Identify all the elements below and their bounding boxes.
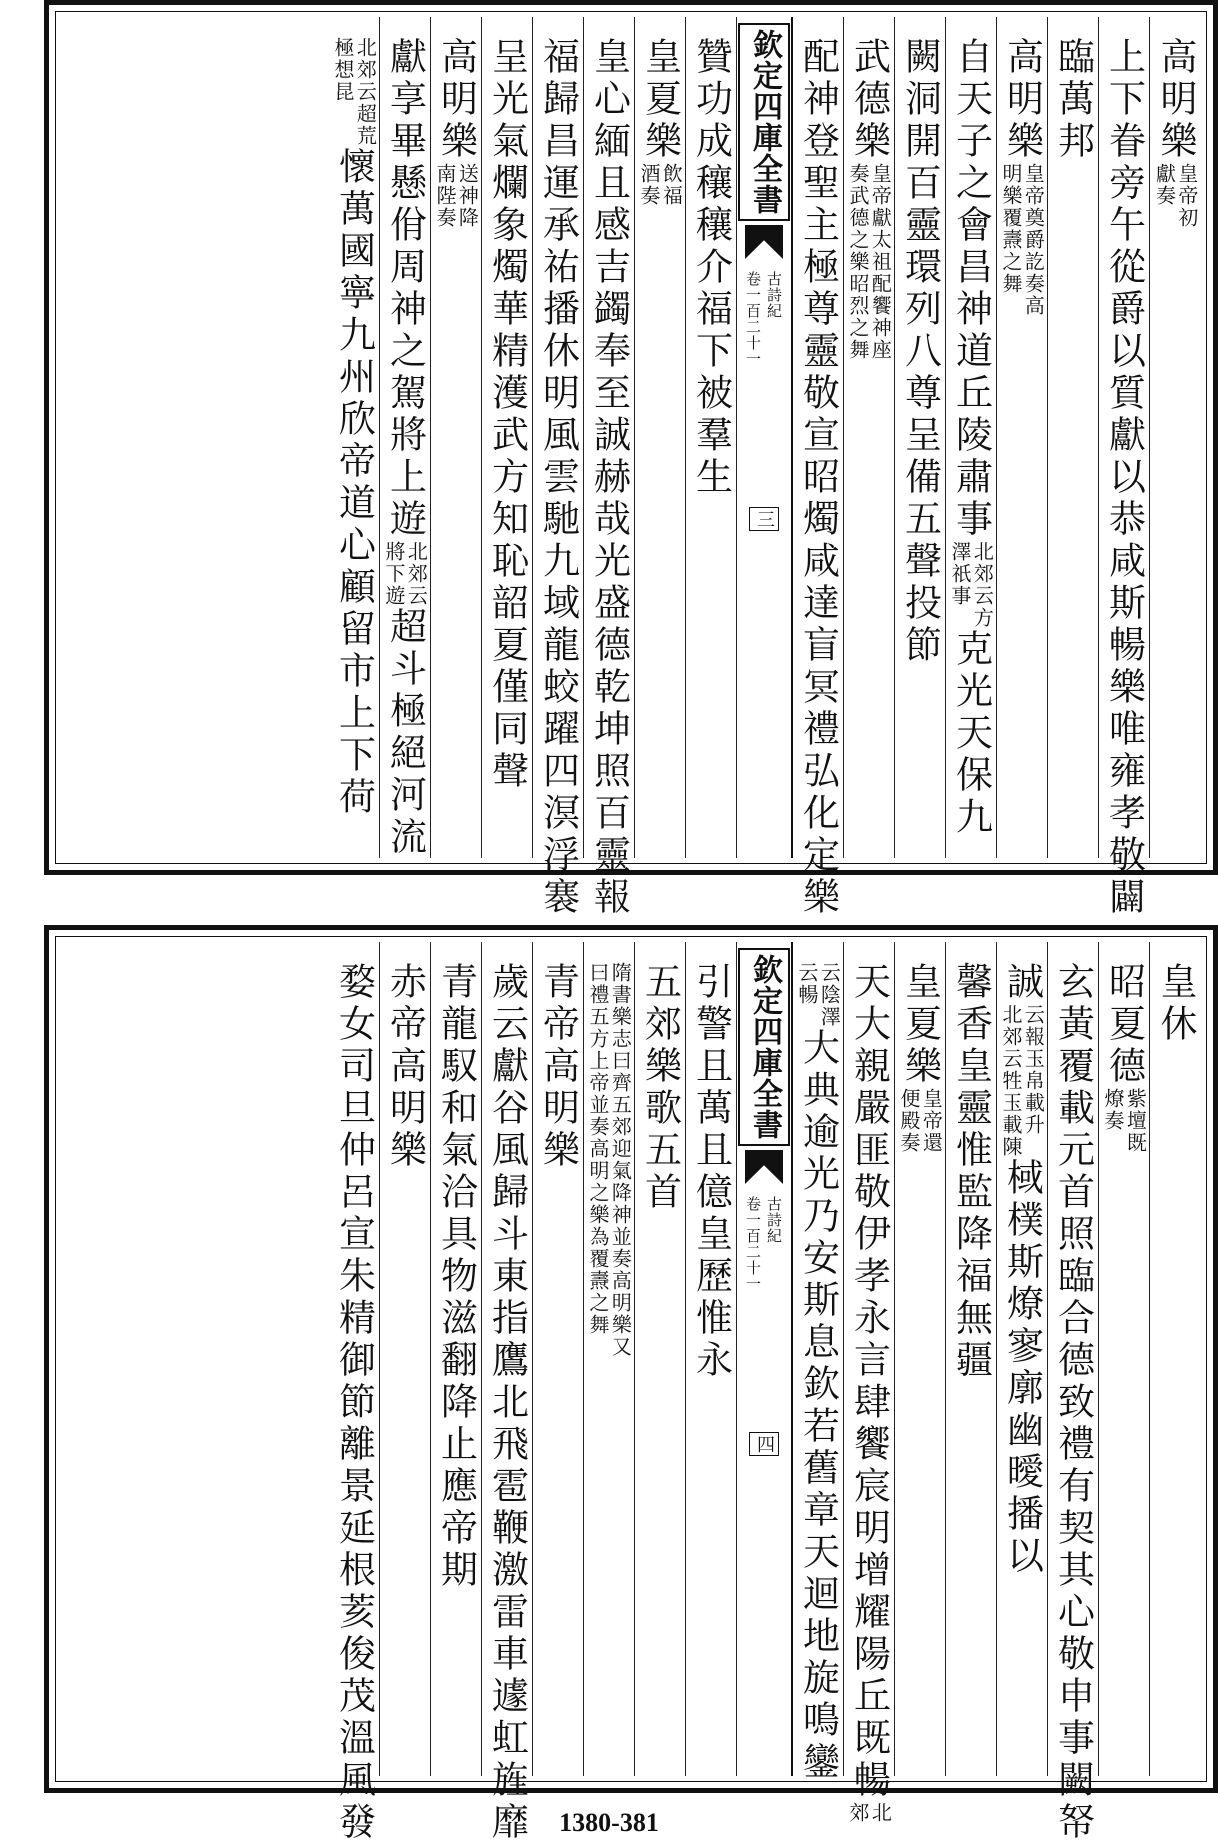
main-text: 皇夏樂 <box>638 37 682 163</box>
annotation-block <box>847 163 892 361</box>
spine-meta-text: 古詩紀 <box>765 1196 783 1244</box>
text-column <box>946 942 997 1776</box>
text-column <box>584 17 635 919</box>
main-text: 配神登聖主極尊靈敬宣昭燭咸達盲冥禮弘化定樂 <box>796 37 840 919</box>
main-text: 大典逾光乃安斯息欽若舊章天迴地旋鳴鑾 <box>796 1028 840 1784</box>
book-spine-column <box>737 17 793 858</box>
main-text: 天大親嚴匪敬伊孝永言肆饗宸明增耀陽丘既暢 <box>847 962 891 1802</box>
text-column <box>895 17 946 858</box>
text-column <box>844 17 895 858</box>
main-text: 皇休 <box>1154 962 1197 1046</box>
main-text: 超斗極絕河流 <box>383 607 427 859</box>
main-text: 青龍馭和氣洽具物滋翻降止應帝期 <box>434 962 478 1592</box>
annotation-text: 北郊云超荒 <box>353 37 378 147</box>
text-column <box>1099 17 1150 919</box>
text-column <box>635 17 686 858</box>
folio-number: 三 <box>749 507 779 531</box>
text-column <box>1048 942 1099 1844</box>
annotation-text: 北郊云 <box>404 541 429 607</box>
annotation-text: 隋書樂志曰齊五郊迎氣降神並奏高明樂又 <box>608 962 633 1358</box>
text-column <box>1150 17 1201 858</box>
main-text: 赤帝高明樂 <box>383 962 427 1172</box>
main-text: 高明樂 <box>434 37 478 163</box>
spine-meta-block <box>743 259 785 367</box>
main-text: 懷萬國寧九州欣帝道心顧留市上下荷 <box>332 147 376 819</box>
text-column <box>380 17 431 858</box>
text-column <box>895 942 946 1776</box>
spine-meta-text: 古詩紀 <box>765 271 783 319</box>
annotation-text: 皇帝初 <box>1174 163 1199 229</box>
main-text: 呈光氣爛象燭華精濩武方知恥韶夏僅同聲 <box>485 37 529 793</box>
annotation-block <box>638 163 683 207</box>
text-column <box>533 17 584 919</box>
annotation-text: 云報玉帛載升 <box>1021 1004 1046 1136</box>
text-column <box>584 942 635 1776</box>
text-column <box>380 942 431 1776</box>
annotation-text: 郊 <box>846 1802 870 1824</box>
annotation-text: 皇帝還 <box>919 1088 944 1154</box>
annotation-text: 皇帝奠爵訖奏高 <box>1021 163 1046 317</box>
text-column <box>793 17 844 919</box>
annotation-text: 北郊云方 <box>970 541 995 629</box>
annotation-text: 極想昆 <box>331 37 355 103</box>
main-text: 五郊樂歌五首 <box>638 962 682 1214</box>
main-text: 闕洞開百靈環列八尊呈備五聲投節 <box>898 37 942 667</box>
annotation-text: 北 <box>868 1802 893 1824</box>
text-column <box>793 942 844 1784</box>
page-upper <box>44 0 1218 919</box>
main-text: 高明樂 <box>1000 37 1044 163</box>
annotation-text: 獻奏 <box>1152 163 1177 207</box>
text-column <box>946 17 997 858</box>
main-text: 皇心緬且感吉蠲奉至誠赫哉光盛德乾坤照百靈報 <box>587 37 631 919</box>
book-title: 欽定四庫全書 <box>738 948 790 1146</box>
main-text: 福歸昌運承祐播休明風雲馳九域龍蛟躍四溟浮褰 <box>536 37 580 919</box>
main-text: 玄黃覆載元首照臨合德致禮有契其心敬申事闕帑 <box>1051 962 1095 1844</box>
annotation-block <box>949 541 994 629</box>
annotation-text: 曰禮五方上帝並奏高明之樂為覆燾之舞 <box>586 962 610 1336</box>
annotation-text: 酒奏 <box>637 163 661 207</box>
main-text: 獻享畢懸佾周神之駕將上遊 <box>383 37 427 541</box>
text-column <box>686 17 737 858</box>
main-text: 贊功成穰穰介福下被羣生 <box>689 37 733 499</box>
main-text: 引警且萬且億皇歷惟永 <box>689 962 733 1382</box>
annotation-block <box>587 962 632 1358</box>
book-title: 欽定四庫全書 <box>738 23 790 221</box>
main-text: 自天子之會昌神道丘陵肅事 <box>949 37 993 541</box>
main-text: 馨香皇靈惟監降福無疆 <box>949 962 993 1382</box>
annotation-block <box>1102 1088 1147 1154</box>
text-column <box>329 942 380 1844</box>
text-column <box>997 942 1048 1776</box>
annotation-text: 明樂覆燾之舞 <box>999 163 1023 295</box>
book-spine-column <box>737 942 793 1776</box>
fishtail-mark <box>745 225 783 259</box>
text-column <box>686 942 737 1776</box>
text-column <box>431 942 482 1776</box>
spine-meta-text: 卷一百二十一 <box>744 271 762 367</box>
text-column <box>1150 942 1201 1776</box>
fishtail-mark <box>745 1150 783 1184</box>
annotation-text: 云陰澤 <box>817 962 842 1028</box>
main-text: 棫樸斯燎寥廓幽曖播以 <box>1000 1158 1044 1578</box>
annotation-block <box>898 1088 943 1154</box>
main-text: 婺女司旦仲呂宣朱精御節離景延根荄俊茂溫風發 <box>332 962 376 1844</box>
text-column <box>1048 17 1099 858</box>
main-text: 誠 <box>1000 962 1044 1004</box>
text-column <box>329 17 380 858</box>
annotation-text: 云暢 <box>795 962 819 1006</box>
annotation-text: 南陛奏 <box>433 163 457 229</box>
annotation-text: 澤祇事 <box>948 541 972 607</box>
main-text: 歲云獻谷風歸斗東指鷹北飛雹鞭激雷車遽虹旌靡 <box>485 962 529 1844</box>
text-column <box>431 17 482 858</box>
text-column <box>482 17 533 858</box>
annotation-block <box>1000 1004 1045 1158</box>
annotation-block <box>434 163 479 229</box>
annotation-text: 奏武德之樂昭烈之舞 <box>846 163 870 361</box>
annotation-block <box>796 962 841 1028</box>
columns-upper <box>61 17 1201 919</box>
main-text: 高明樂 <box>1154 37 1197 163</box>
main-text: 上下眷旁午從爵以質獻以恭咸斯暢樂唯雍孝敬闢 <box>1102 37 1146 919</box>
annotation-text: 便殿奏 <box>897 1088 921 1154</box>
annotation-text: 將下遊 <box>382 541 406 607</box>
main-text: 皇夏樂 <box>898 962 942 1088</box>
text-column <box>533 942 584 1776</box>
annotation-block <box>383 541 428 607</box>
annotation-text: 燎奏 <box>1101 1088 1125 1132</box>
spine-meta-block <box>743 1184 785 1292</box>
spine-meta-text: 卷一百二十一 <box>744 1196 762 1292</box>
annotation-text: 皇帝獻太祖配饗神座 <box>868 163 893 361</box>
main-text: 臨萬邦 <box>1051 37 1095 163</box>
annotation-text: 紫壇既 <box>1123 1088 1148 1154</box>
main-text: 克光天保九 <box>949 629 993 839</box>
page-caption: 1380-381 <box>559 1808 659 1837</box>
text-column <box>1099 942 1150 1776</box>
annotation-block <box>1000 163 1045 317</box>
main-text: 昭夏德 <box>1102 962 1146 1088</box>
main-text: 武德樂 <box>847 37 891 163</box>
annotation-text: 北郊云牲玉載陳 <box>999 1004 1023 1158</box>
text-column <box>482 942 533 1844</box>
main-text: 青帝高明樂 <box>536 962 580 1172</box>
annotation-block <box>1153 163 1198 229</box>
annotation-text: 送神降 <box>455 163 480 229</box>
text-column <box>997 17 1048 858</box>
text-column <box>844 942 895 1824</box>
folio-number: 四 <box>749 1432 779 1456</box>
annotation-block <box>332 37 377 147</box>
text-column <box>635 942 686 1776</box>
annotation-text: 飲福 <box>659 163 684 207</box>
